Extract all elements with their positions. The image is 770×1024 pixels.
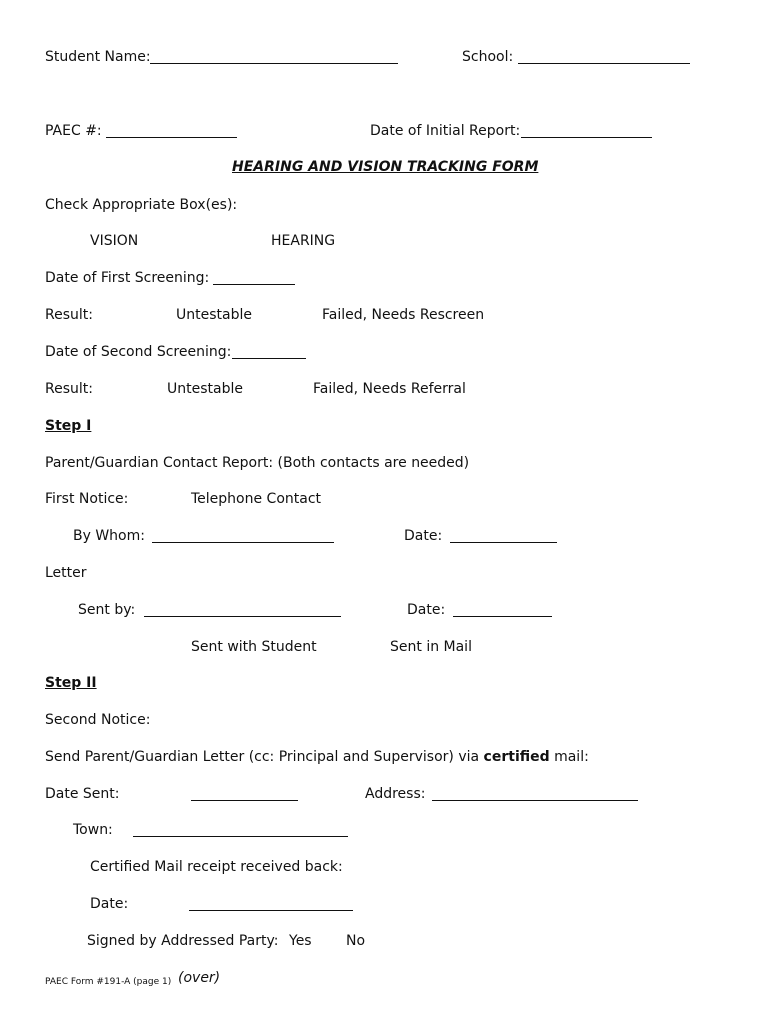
sent-by-field[interactable] — [144, 616, 341, 617]
sent-in-mail-option[interactable]: Sent in Mail — [390, 639, 472, 655]
first-notice-label: First Notice: — [45, 491, 129, 507]
signed-label: Signed by Addressed Party: — [87, 933, 279, 949]
student-name-field[interactable] — [150, 63, 398, 64]
result1-rescreen-option[interactable]: Failed, Needs Rescreen — [322, 307, 485, 323]
school-field[interactable] — [518, 63, 690, 64]
letter-label: Letter — [45, 565, 87, 581]
result1-untestable-option[interactable]: Untestable — [176, 307, 252, 323]
sent-by-date-label: Date: — [407, 602, 446, 618]
first-screening-date-field[interactable] — [213, 284, 295, 285]
receipt-date-field[interactable] — [189, 910, 353, 911]
send-letter-text — [45, 749, 589, 765]
date-sent-label: Date Sent: — [45, 786, 120, 802]
town-label: Town: — [73, 822, 113, 838]
sent-by-date-field[interactable] — [453, 616, 552, 617]
by-whom-date-label: Date: — [404, 528, 443, 544]
vision-option[interactable]: VISION — [90, 233, 139, 249]
town-field[interactable] — [133, 836, 348, 837]
send-letter-bold: certified — [483, 749, 550, 765]
result2-untestable-option[interactable]: Untestable — [167, 381, 243, 397]
contact-report-label: Parent/Guardian Contact Report: (Both contacts are needed) — [45, 455, 470, 471]
sent-with-student-option[interactable]: Sent with Student — [191, 639, 317, 655]
hearing-option[interactable]: HEARING — [271, 233, 336, 249]
address-label: Address: — [365, 786, 426, 802]
result1-label: Result: — [45, 307, 93, 323]
sent-by-label: Sent by: — [78, 602, 136, 618]
check-boxes-label: Check Appropriate Box(es): — [45, 197, 238, 213]
first-screening-label: Date of First Screening: — [45, 270, 210, 286]
step1-heading: Step I — [45, 418, 92, 434]
paec-label: PAEC #: — [45, 123, 102, 139]
step2-heading: Step II — [45, 675, 97, 691]
student-name-label: Student Name: — [45, 49, 151, 65]
address-field[interactable] — [432, 800, 638, 801]
telephone-contact-option[interactable]: Telephone Contact — [191, 491, 322, 507]
receipt-label: Certified Mail receipt received back: — [90, 859, 343, 875]
form-title: HEARING AND VISION TRACKING FORM — [232, 159, 539, 175]
second-screening-date-field[interactable] — [232, 358, 306, 359]
by-whom-field[interactable] — [152, 542, 334, 543]
paec-field[interactable] — [106, 137, 237, 138]
form-id: PAEC Form #191-A (page 1) — [45, 977, 172, 987]
signed-yes-option[interactable]: Yes — [289, 933, 312, 949]
date-sent-field[interactable] — [191, 800, 298, 801]
signed-no-option[interactable]: No — [346, 933, 366, 949]
result2-referral-option[interactable]: Failed, Needs Referral — [313, 381, 466, 397]
by-whom-label: By Whom: — [73, 528, 145, 544]
send-letter-post: mail: — [549, 749, 589, 765]
initial-report-field[interactable] — [521, 137, 652, 138]
second-screening-label: Date of Second Screening: — [45, 344, 232, 360]
school-label: School: — [462, 49, 514, 65]
send-letter-pre: Send Parent/Guardian Letter (cc: Principal and Supervisor) via — [45, 749, 484, 765]
by-whom-date-field[interactable] — [450, 542, 557, 543]
over-note: (over) — [178, 970, 221, 986]
second-notice-label: Second Notice: — [45, 712, 151, 728]
result2-label: Result: — [45, 381, 93, 397]
initial-report-label: Date of Initial Report: — [370, 123, 521, 139]
receipt-date-label: Date: — [90, 896, 129, 912]
